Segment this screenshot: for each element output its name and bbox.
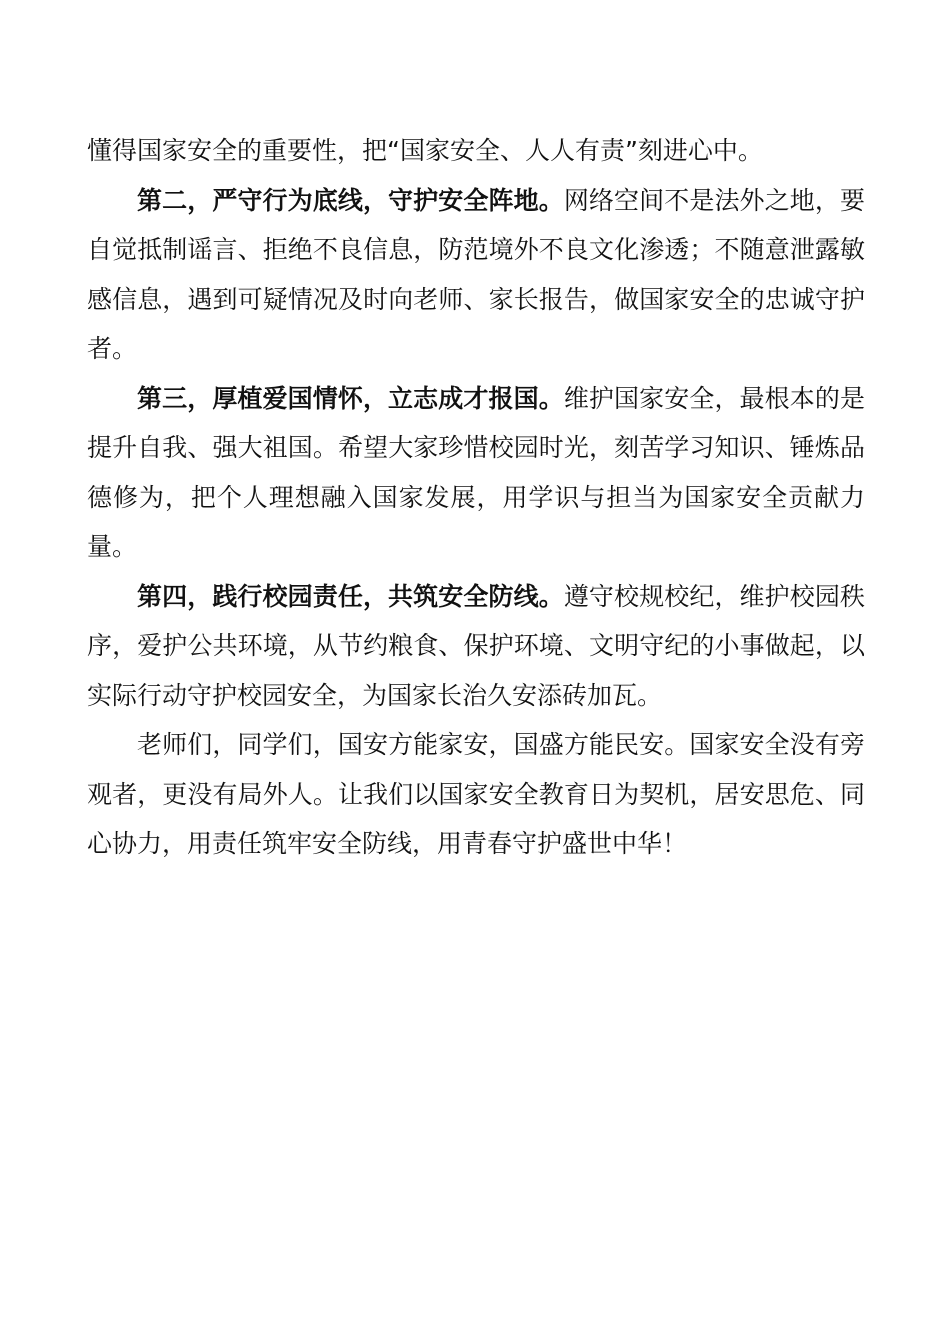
paragraph-heading: 第三，厚植爱国情怀，立志成才报国。 (137, 383, 564, 413)
paragraph-continuation (87, 126, 865, 176)
paragraph-text: 维护国家安全，最根本的是提升自我、强大祖国。希望大家珍惜校园时光，刻苦学习知识、锤炼品德修为，把个人理想融入国家发展，用学识与担当为国家安全贡献力量。 (87, 383, 865, 561)
paragraph-closing (87, 720, 865, 869)
paragraph-third-point (87, 374, 865, 572)
paragraph-text: 网络空间不是法外之地，要自觉抵制谣言、拒绝不良信息，防范境外不良文化渗透；不随意泄露敏感信息，遇到可疑情况及时向老师、家长报告，做国家安全的忠诚守护者。 (87, 185, 865, 363)
paragraph-heading: 第二，严守行为底线，守护安全阵地。 (137, 185, 564, 215)
paragraph-fourth-point (87, 572, 865, 721)
paragraph-second-point (87, 176, 865, 374)
paragraph-text: 老师们，同学们，国安方能家安，国盛方能民安。国家安全没有旁观者，更没有局外人。让我们以国家安全教育日为契机，居安思危、同心协力，用责任筑牢安全防线，用青春守护盛世中华！ (87, 730, 865, 858)
paragraph-heading: 第四，践行校园责任，共筑安全防线。 (137, 581, 564, 611)
paragraph-text: 遵守校规校纪，维护校园秩序，爱护公共环境，从节约粮食、保护环境、文明守纪的小事做起，以实际行动守护校园安全，为国家长治久安添砖加瓦。 (87, 581, 865, 710)
document-body (87, 126, 865, 869)
paragraph-text: 懂得国家安全的重要性，把“国家安全、人人有责”刻进心中。 (87, 136, 763, 165)
